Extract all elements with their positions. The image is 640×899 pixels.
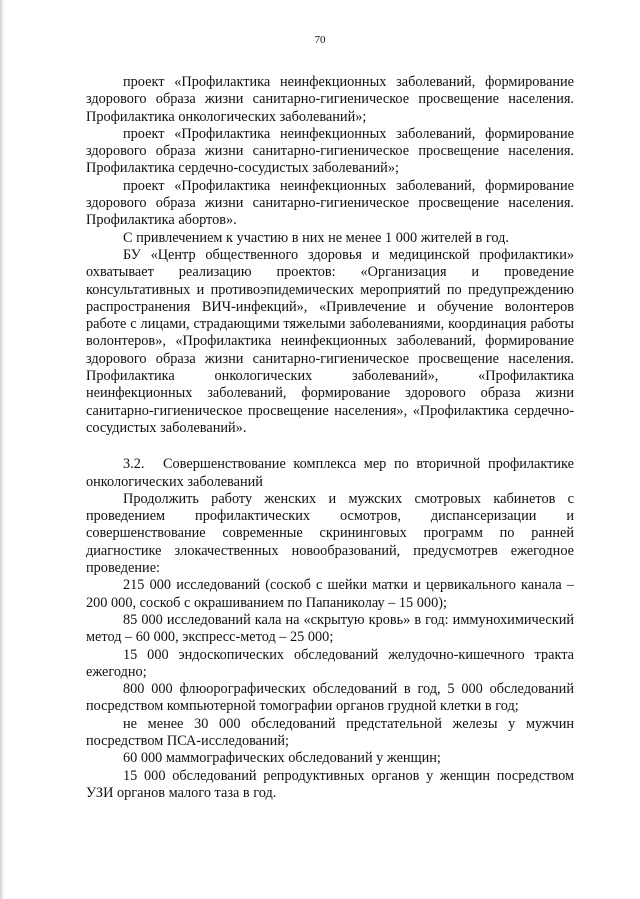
paragraph-cervical-tests: 215 000 исследований (соскоб с шейки матки и цервикального канала – 200 000, соскоб с окрашиванием по Папаниколау – 15 000); bbox=[86, 577, 574, 611]
paragraph-mammography: 60 000 маммографических обследований у женщин; bbox=[123, 750, 441, 767]
paragraph-fluorography: 800 000 флюорографических обследований в год, 5 000 обследований посредством компьютерной томографии органов грудной клетки в год; bbox=[86, 681, 574, 715]
paragraph-prostate: не менее 30 000 обследований предстательной железы у мужчин посредством ПСА-исследований; bbox=[86, 715, 574, 749]
paragraph-center-projects: БУ «Центр общественного здоровья и медицинской профилактики» охватывает реализацию проектов: «Организация и проведение консультативных и противоэпидемических мероприятий по предупреждению распространения ВИЧ-инфекций», «Привлечение и обучение волонтеров работе с лицами, страдающими тяжелыми заболеваниями, координация работы волонтеров», «Профилактика неинфекционных заболеваний, формирование здорового образа жизни санитарно-гигиеническое просвещение населения. Профилактика онкологических заболеваний», «Профилактика неинфекционных заболеваний, формирование здорового образа жизни санитарно-гигиеническое просвещение населения», «Профилактика сердечно-сосудистых заболеваний». bbox=[86, 246, 574, 436]
scan-page-edge bbox=[0, 0, 5, 899]
document-body bbox=[86, 74, 574, 802]
paragraph-project-cardio: проект «Профилактика неинфекционных заболеваний, формирование здорового образа жизни санитарно-гигиеническое просвещение населения. Профилактика сердечно-сосудистых заболеваний»; bbox=[86, 125, 574, 177]
page-number: 70 bbox=[314, 34, 326, 46]
section-heading bbox=[86, 456, 574, 491]
paragraph-project-oncology: проект «Профилактика неинфекционных заболеваний, формирование здорового образа жизни санитарно-гигиеническое просвещение населения. Профилактика онкологических заболеваний»; bbox=[86, 74, 574, 125]
section-number: 3.2. bbox=[123, 456, 145, 473]
paragraph-screening-intro: Продолжить работу женских и мужских смотровых кабинетов с проведением профилактических осмотров, диспансеризации и совершенствование современные скрининговых программ по ранней диагностике злокачественных новообразований, предусмотрев ежегодное проведение: bbox=[86, 490, 574, 577]
paragraph-endoscopy: 15 000 эндоскопических обследований желудочно-кишечного тракта ежегодно; bbox=[86, 646, 574, 680]
section-title: Совершенствование комплекса мер по вторичной профилактике онкологических заболеваний bbox=[86, 456, 574, 490]
paragraph-ultrasound: 15 000 обследований репродуктивных органов у женщин посредством УЗИ органов малого таза в год. bbox=[86, 767, 574, 801]
paragraph-participants: С привлечением к участию в них не менее 1 000 жителей в год. bbox=[123, 229, 509, 246]
paragraph-occult-blood-tests: 85 000 исследований кала на «скрытую кровь» в год: иммунохимический метод – 60 000, экспресс-метод – 25 000; bbox=[86, 611, 574, 646]
paragraph-project-abortion: проект «Профилактика неинфекционных заболеваний, формирование здорового образа жизни санитарно-гигиеническое просвещение населения. Профилактика абортов». bbox=[86, 177, 574, 229]
